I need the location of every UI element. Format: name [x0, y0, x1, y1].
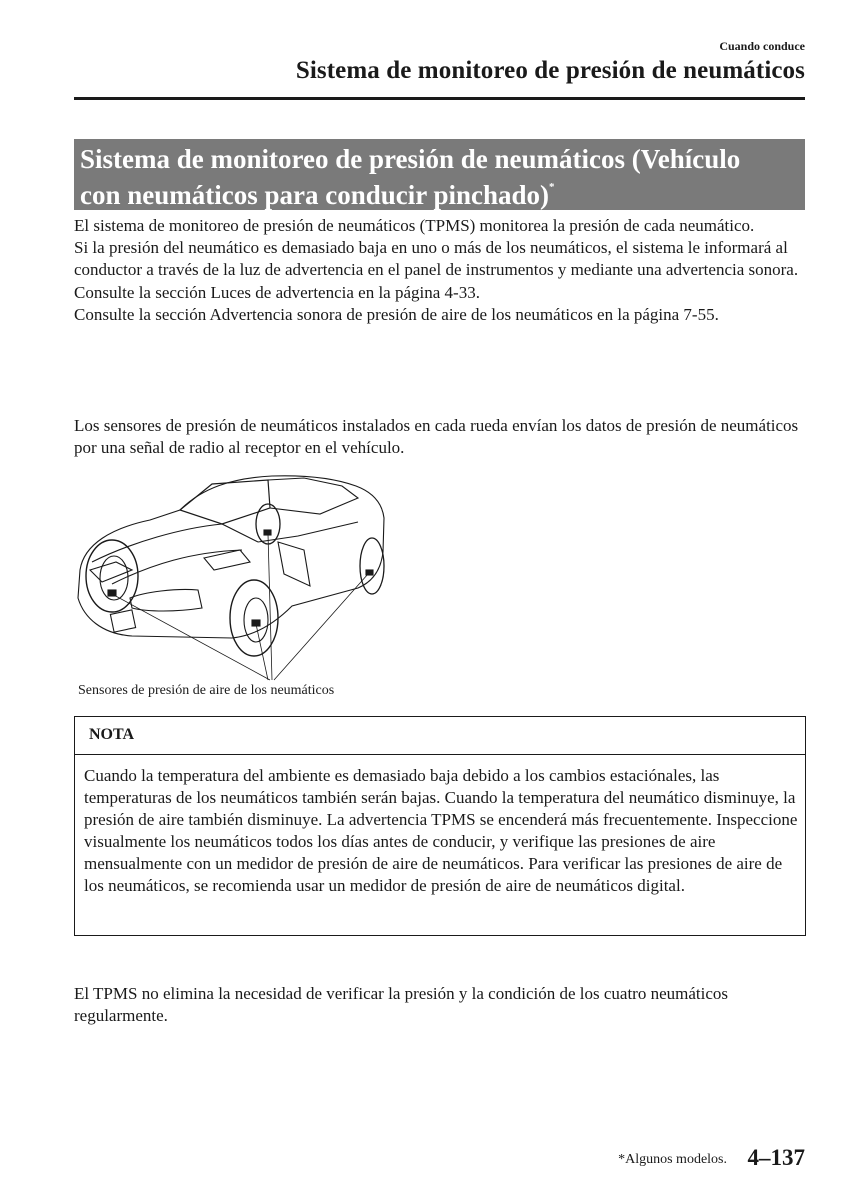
- intro-reference: Consulte la sección Luces de advertencia en la página 4-33.: [74, 282, 480, 302]
- car-side-line: [258, 522, 358, 542]
- intro-paragraph: El sistema de monitoreo de presión de neumáticos (TPMS) monitorea la presión de cada neumático.: [74, 216, 755, 235]
- tire-sensor: [264, 530, 271, 535]
- car-plate: [110, 610, 135, 632]
- intro-paragraph: Si la presión del neumático es demasiado baja en uno o más de los neumáticos, el sistema le informará al conductor a través de la luz de advertencia en el panel de instrumentos y mediante una advertencia sonora.: [74, 238, 799, 280]
- header-rule: [74, 97, 805, 100]
- figure-caption: Sensores de presión de aire de los neumáticos: [78, 683, 335, 698]
- car-body-outline: [78, 476, 384, 638]
- page-title: Sistema de monitoreo de presión de neumáticos: [295, 57, 805, 84]
- page-number: 4–137: [747, 1145, 805, 1170]
- note-text: Cuando la temperatura del ambiente es demasiado baja debido a los cambios estaciónales, las temperaturas de los neumáticos también serán bajas. Cuando la temperatura del neumático disminuye, la presión de aire también disminuye. La advertencia TPMS se encenderá más frecuentemente. Inspeccione visualmente los neumáticos todos los días antes de conducir, y verifique las presiones de aire mensualmente con un medidor de presión de aire de neumáticos. Para verificar las presiones de aire de los neumáticos, se recomienda usar un medidor de presión de aire de neumáticos digital.: [84, 766, 798, 895]
- note-box: [74, 716, 806, 936]
- models-footnote: *Algunos modelos.: [618, 1152, 727, 1167]
- section-heading: [74, 139, 805, 210]
- intro-reference: Consulte la sección Advertencia sonora de presión de aire de los neumáticos en la página 7-55.: [74, 304, 719, 324]
- section-heading-line-2: [80, 175, 799, 211]
- section-heading-line-1: Sistema de monitoreo de presión de neumáticos (Vehículo: [80, 144, 741, 174]
- car-cockpit: [268, 478, 358, 514]
- chapter-label: Cuando conduce: [719, 39, 805, 53]
- closing-paragraph: El TPMS no elimina la necesidad de verificar la presión y la condición de los cuatro neumáticos regularmente.: [74, 984, 728, 1026]
- sensors-paragraph: Los sensores de presión de neumáticos instalados en cada rueda envían los datos de presión de neumáticos por una señal de radio al receptor en el vehículo.: [74, 416, 799, 458]
- sensor-leader-lines: [112, 534, 368, 680]
- section-heading-line-2-text: con neumáticos para conducir pinchado): [80, 180, 550, 210]
- rear-right-wheel: [360, 538, 384, 594]
- note-heading: NOTA: [75, 717, 805, 755]
- car-hood-crease: [112, 550, 242, 584]
- intro-text: [74, 215, 809, 326]
- tire-sensor: [366, 570, 373, 575]
- car-illustration: [72, 466, 392, 684]
- car-door: [278, 542, 310, 586]
- car-grille: [130, 589, 202, 611]
- models-footnote-mark: *: [549, 181, 555, 193]
